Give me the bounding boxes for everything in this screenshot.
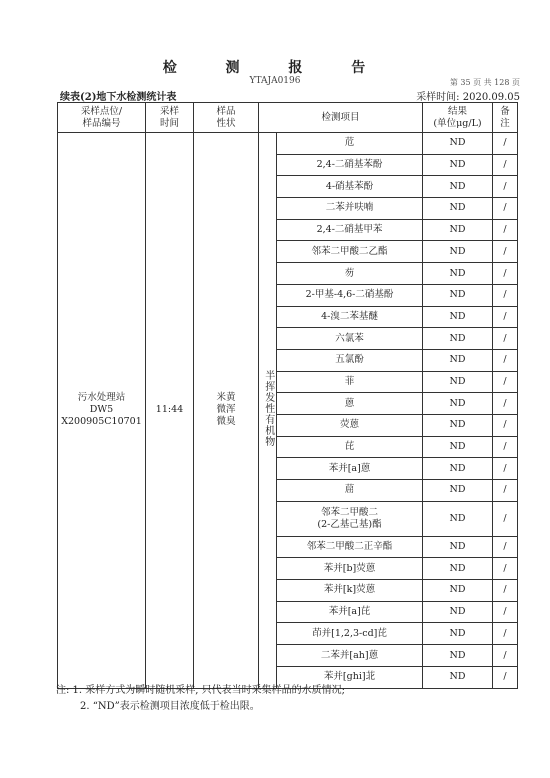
remark-value: / [493,645,518,667]
remark-value: / [493,349,518,371]
remark-value: / [493,666,518,688]
item-name: 二苯并[ah]蒽 [277,645,423,667]
item-name: 蒽 [277,393,423,415]
table-title: 续表(2)地下水检测统计表 [60,92,177,103]
result-value: ND [423,176,493,198]
item-name: 苯并[ghi]苝 [277,666,423,688]
item-name: 2,4-二硝基苯酚 [277,154,423,176]
result-value: ND [423,198,493,220]
result-value: ND [423,623,493,645]
result-value: ND [423,458,493,480]
results-table [57,102,518,689]
item-name: 邻苯二甲酸二 (2-乙基己基)酯 [277,501,423,536]
report-code: YTAJA0196 [249,76,301,86]
remark-value: / [493,393,518,415]
sample-date: 采样时间: 2020.09.05 [416,92,520,103]
item-name: 苊 [277,133,423,155]
result-value: ND [423,328,493,350]
item-name: 五氯酚 [277,349,423,371]
sample-time: 11:44 [146,133,194,689]
notes [56,683,345,715]
remark-value: / [493,480,518,502]
remark-value: / [493,328,518,350]
remark-value: / [493,580,518,602]
result-value: ND [423,601,493,623]
result-value: ND [423,371,493,393]
item-name: 荧蒽 [277,414,423,436]
item-name: 六氯苯 [277,328,423,350]
remark-value: / [493,623,518,645]
remark-value: / [493,284,518,306]
table-row [58,133,518,155]
item-name: 䓛 [277,480,423,502]
remark-value: / [493,601,518,623]
result-value: ND [423,666,493,688]
result-value: ND [423,133,493,155]
remark-value: / [493,501,518,536]
item-name: 苯并[a]芘 [277,601,423,623]
report-title: 检 测 报 告 [162,60,388,76]
table-body [58,133,518,689]
remark-value: / [493,306,518,328]
result-value: ND [423,349,493,371]
result-value: ND [423,284,493,306]
result-value: ND [423,436,493,458]
remark-value: / [493,241,518,263]
result-value: ND [423,414,493,436]
item-name: 2-甲基-4,6-二硝基酚 [277,284,423,306]
item-name: 苯并[b]荧蒽 [277,558,423,580]
item-name: 邻苯二甲酸二正辛酯 [277,536,423,558]
item-name: 菲 [277,371,423,393]
remark-value: / [493,263,518,285]
header-remark: 备 注 [493,103,518,133]
result-value: ND [423,558,493,580]
result-value: ND [423,480,493,502]
remark-value: / [493,436,518,458]
header-time: 采样 时间 [146,103,194,133]
remark-value: / [493,536,518,558]
note-2: 2. “ND”表示检测项目浓度低于检出限。 [80,701,260,712]
sample-location: 污水处理站 DW5 X200905C10701 [58,133,146,689]
header-item: 检测项目 [259,103,423,133]
item-name: 茚并[1,2,3-cd]芘 [277,623,423,645]
item-name: 4-硝基苯酚 [277,176,423,198]
header-appearance: 样品 性状 [194,103,259,133]
result-value: ND [423,580,493,602]
remark-value: / [493,558,518,580]
result-value: ND [423,263,493,285]
item-name: 苯并[k]荧蒽 [277,580,423,602]
result-value: ND [423,241,493,263]
result-value: ND [423,393,493,415]
item-name: 邻苯二甲酸二乙酯 [277,241,423,263]
remark-value: / [493,219,518,241]
sample-appearance: 米黄 微浑 微臭 [194,133,259,689]
item-name: 2,4-二硝基甲苯 [277,219,423,241]
result-value: ND [423,219,493,241]
item-name: 芘 [277,436,423,458]
result-value: ND [423,306,493,328]
result-value: ND [423,501,493,536]
remark-value: / [493,154,518,176]
table-header-row [58,103,518,133]
remark-value: / [493,458,518,480]
remark-value: / [493,198,518,220]
header-result: 结果 (单位μg/L) [423,103,493,133]
header-location: 采样点位/ 样品编号 [58,103,146,133]
remark-value: / [493,133,518,155]
item-name: 4-溴二苯基醚 [277,306,423,328]
analyte-category: 半挥发性有机物 [259,133,277,689]
item-name: 苯并[a]蒽 [277,458,423,480]
result-value: ND [423,536,493,558]
remark-value: / [493,414,518,436]
item-name: 芴 [277,263,423,285]
result-value: ND [423,645,493,667]
remark-value: / [493,371,518,393]
item-name: 二苯并呋喃 [277,198,423,220]
note-1: 注: 1. 采样方式为瞬时随机采样, 只代表当时采集样品的水质情况; [56,685,345,696]
remark-value: / [493,176,518,198]
result-value: ND [423,154,493,176]
page-info: 第 35 页 共 128 页 [449,78,520,87]
